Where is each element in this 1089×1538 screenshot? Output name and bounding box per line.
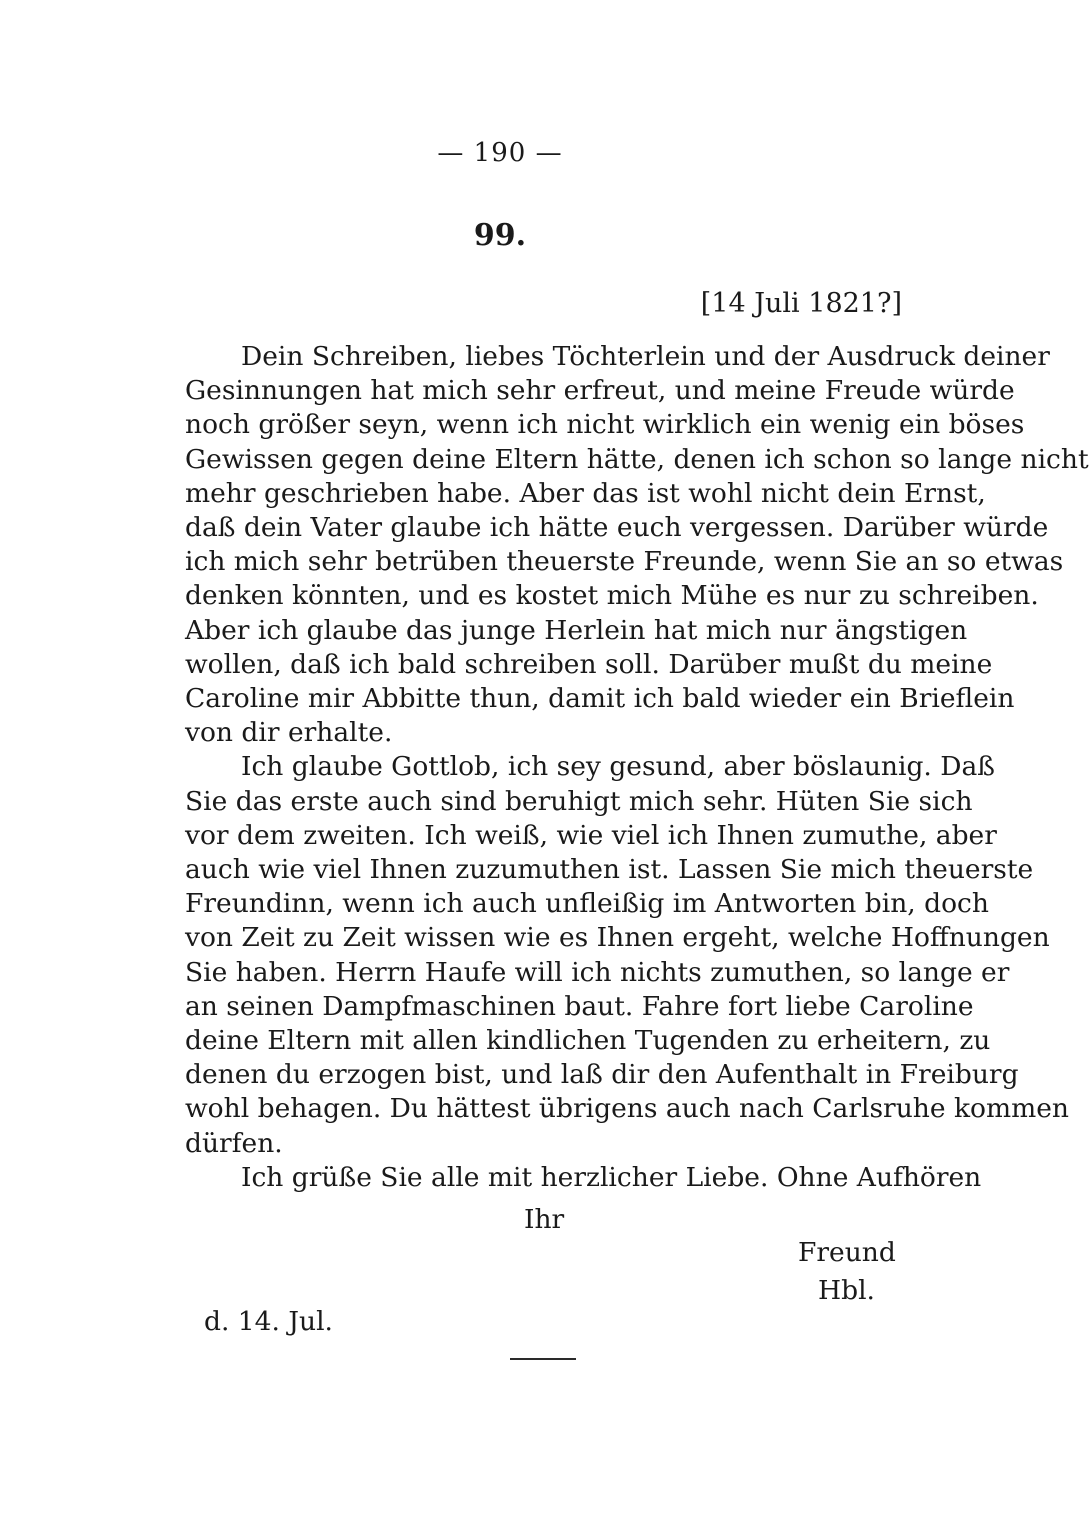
text-line: denken könnten, und es kostet mich Mühe es nur zu schreiben.	[185, 580, 1039, 612]
text-line: Gewissen gegen deine Eltern hätte, denen ich schon so lange nicht	[185, 443, 1089, 475]
page-number: — 190 —	[437, 138, 563, 168]
text-line: daß dein Vater glaube ich hätte euch vergessen. Darüber würde	[185, 512, 1049, 544]
closing-freund: Freund	[798, 1237, 896, 1268]
text-line: vor dem zweiten. Ich weiß, wie viel ich Ihnen zumuthe, aber	[185, 819, 997, 851]
closing-ihr: Ihr	[524, 1204, 565, 1235]
text-line: Caroline mir Abbitte thun, damit ich bald wieder ein Brieflein	[185, 683, 1015, 715]
signature: Hbl.	[818, 1275, 875, 1306]
text-line: Ich glaube Gottlob, ich sey gesund, aber böslaunig. Daß	[241, 751, 996, 783]
text-line: Dein Schreiben, liebes Töchterlein und der Ausdruck deiner	[241, 341, 1050, 372]
letter-number: 99.	[473, 218, 527, 253]
text-line: an seinen Dampfmaschinen baut. Fahre fort liebe Caroline	[185, 990, 974, 1022]
text-line: von Zeit zu Zeit wissen wie es Ihnen ergeht, welche Hoffnungen	[185, 922, 1050, 954]
text-line: mehr geschrieben habe. Aber das ist wohl nicht dein Ernst,	[185, 477, 986, 509]
text-line: von dir erhalte.	[185, 717, 393, 749]
text-line: noch größer seyn, wenn ich nicht wirklich ein wenig ein böses	[185, 409, 1025, 441]
letter-date: [14 Juli 1821?]	[700, 288, 902, 319]
text-line: wollen, daß ich bald schreiben soll. Darüber mußt du meine	[185, 648, 993, 680]
letter-body	[185, 340, 1089, 1195]
end-rule-divider	[510, 1358, 576, 1360]
text-line: Freundinn, wenn ich auch unfleißig im Antworten bin, doch	[185, 888, 989, 920]
text-line: Gesinnungen hat mich sehr erfreut, und meine Freude würde	[185, 375, 1015, 407]
text-line: deine Eltern mit allen kindlichen Tugenden zu erheitern, zu	[185, 1025, 991, 1057]
text-line: Sie haben. Herrn Haufe will ich nichts zumuthen, so lange er	[185, 956, 1010, 988]
text-line: wohl behagen. Du hättest übrigens auch nach Carlsruhe kommen	[185, 1093, 1069, 1125]
footer-date: d. 14. Jul.	[204, 1306, 333, 1337]
text-line: Aber ich glaube das junge Herlein hat mich nur ängstigen	[185, 614, 968, 646]
text-line: ich mich sehr betrüben theuerste Freunde, wenn Sie an so etwas	[185, 546, 1064, 578]
text-line: Ich grüße Sie alle mit herzlicher Liebe. Ohne Aufhören	[241, 1161, 982, 1193]
text-line: denen du erzogen bist, und laß dir den Aufenthalt in Freiburg	[185, 1059, 1019, 1091]
text-line: auch wie viel Ihnen zuzumuthen ist. Lassen Sie mich theuerste	[185, 854, 1034, 886]
text-line: dürfen.	[185, 1127, 283, 1159]
text-line: Sie das erste auch sind beruhigt mich sehr. Hüten Sie sich	[185, 785, 973, 817]
